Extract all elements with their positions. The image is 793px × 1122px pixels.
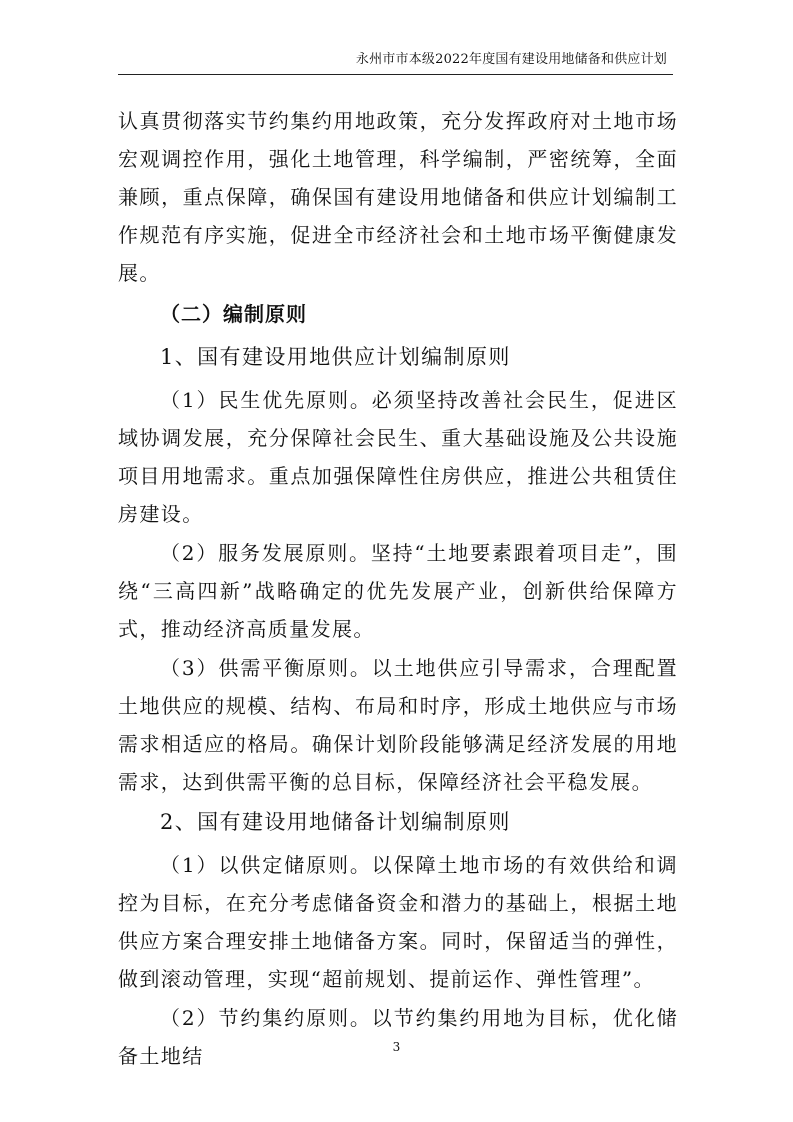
- paragraph-service-development-principle: （2）服务发展原则。坚持“土地要素跟着项目走”，围绕“三高四新”战略确定的优先发展产业，创新供给保障方式，推动经济高质量发展。: [118, 541, 678, 641]
- subheading-supply-plan-principles: 1、国有建设用地供应计划编制原则: [160, 345, 511, 369]
- document-body: [118, 102, 678, 1076]
- paragraph-supply-demand-principle: （3）供需平衡原则。以土地供应引导需求，合理配置土地供应的规模、结构、布局和时序，形成土地供应与市场需求相适应的格局。确保计划阶段能够满足经济发展的用地需求，达到供需平衡的总目标，保障经济社会平稳发展。: [118, 656, 678, 794]
- header-title: 永州市市本级2022年度国有建设用地储备和供应计划: [355, 52, 667, 67]
- paragraph-livelihood-principle: （1）民生优先原则。必须坚持改善社会民生，促进区域协调发展，充分保障社会民生、重大基础设施及公共设施项目用地需求。重点加强保障性住房供应，推进公共租赁住房建设。: [118, 388, 678, 526]
- paragraph-intensive-use-principle: （2）节约集约原则。以节约集约用地为目标，优化储备土地结: [118, 1006, 678, 1068]
- page-header: [118, 50, 673, 75]
- subheading-reserve-plan-principles: 2、国有建设用地储备计划编制原则: [160, 810, 511, 834]
- paragraph-reserve-by-supply-principle: （1）以供定储原则。以保障土地市场的有效供给和调控为目标，在充分考虑储备资金和潜力的基础上，根据土地供应方案合理安排土地储备方案。同时，保留适当的弹性，做到滚动管理，实现“超前规划、提前运作、弹性管理”。: [118, 853, 678, 991]
- section-heading-principles: （二）编制原则: [160, 302, 307, 326]
- paragraph-intro-continued: 认真贯彻落实节约集约用地政策，充分发挥政府对土地市场宏观调控作用，强化土地管理，科学编制，严密统筹，全面兼顾，重点保障，确保国有建设用地储备和供应计划编制工作规范有序实施，促进全市经济社会和土地市场平衡健康发展。: [118, 109, 678, 285]
- page-number: 3: [392, 1040, 401, 1054]
